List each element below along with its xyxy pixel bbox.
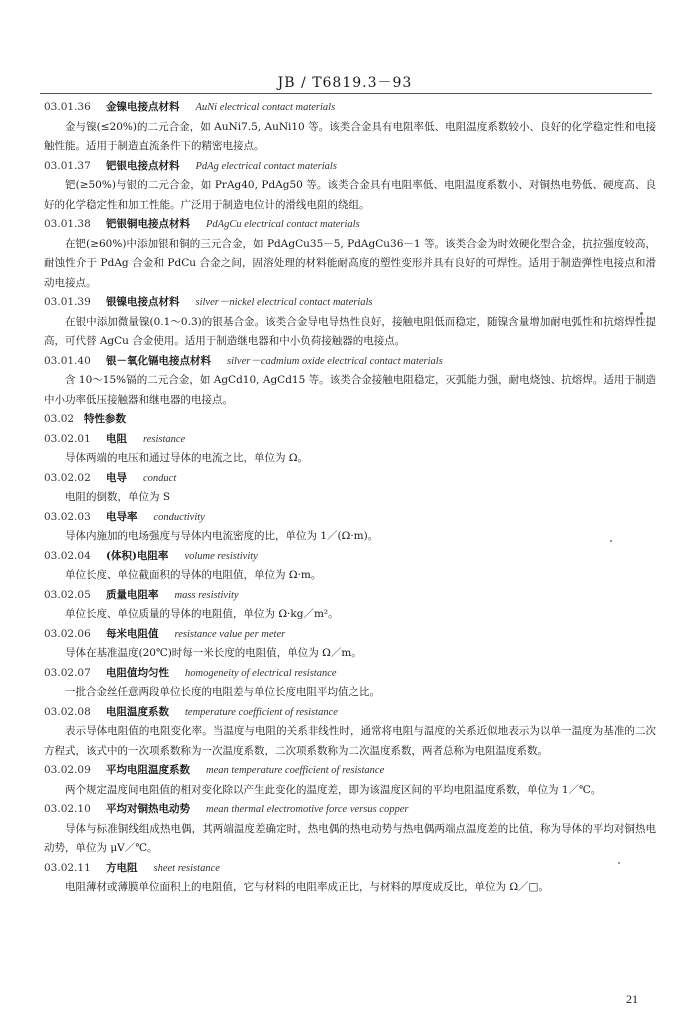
header-rule — [40, 93, 652, 94]
term-english: volume resistivity — [184, 550, 258, 562]
term-name: 银－氧化镉电接点材料 — [106, 354, 211, 367]
term-entry — [44, 293, 656, 352]
term-number: 03.01.40 — [44, 354, 91, 367]
term-english: temperature coefficient of resistance — [185, 706, 338, 718]
term-definition: 钯(≥50%)与银的二元合金，如 PrAg40, PdAg50 等。该类合金具有电阻率低、电阻温度系数小、对铜热电势低、硬度高、良好的化学稳定性和加工性能。广泛用于制造电位计的滑线电阻的绕组。 — [44, 179, 656, 211]
term-entry — [44, 430, 656, 469]
term-definition: 导体在基准温度(20℃)时每一米长度的电阻值，单位为 Ω／m。 — [65, 647, 362, 659]
term-number: 03.01.39 — [44, 296, 91, 308]
term-number: 03.02.11 — [44, 861, 91, 874]
term-english: sheet resistance — [153, 862, 220, 874]
term-number: 03.01.38 — [44, 218, 91, 230]
section-title: 特性参数 — [84, 413, 126, 425]
term-entry — [44, 469, 656, 508]
term-entry — [44, 547, 656, 586]
term-definition: 在银中添加微量镍(0.1～0.3)的银基合金。该类合金导电导热性良好，接触电阻低而稳定，随镍含量增加耐电弧性和抗熔焊性提高，可代替 AgCu 合金使用。适用于制造继电器和中小负荷接触器的电接点。 — [44, 315, 656, 347]
term-name: (体积)电阻率 — [106, 549, 169, 562]
term-name: 钯银铜电接点材料 — [106, 218, 190, 230]
term-english: silver－cadmium oxide electrical contact materials — [227, 355, 443, 367]
term-name: 钯银电接点材料 — [106, 159, 180, 172]
section-number: 03.02 — [44, 413, 75, 425]
term-name: 电阻值均匀性 — [106, 666, 169, 679]
term-number: 03.02.01 — [44, 432, 91, 445]
term-entry — [44, 157, 656, 216]
term-name: 电阻 — [106, 432, 127, 445]
scan-speck — [640, 312, 643, 315]
page-number: 21 — [626, 992, 638, 1006]
term-english: PdAg electrical contact materials — [195, 160, 337, 172]
term-entry — [44, 352, 656, 411]
term-english: silver－nickel electrical contact materials — [195, 297, 373, 308]
term-entry — [44, 586, 656, 625]
term-definition: 金与镍(≤20%)的二元合金，如 AuNi7.5, AuNi10 等。该类合金具有电阻率低、电阻温度系数较小、良好的化学稳定性和电接触性能。适用于制造直流条件下的精密电接点。 — [44, 120, 656, 152]
term-name: 方电阻 — [106, 861, 138, 874]
document-body — [44, 98, 656, 898]
term-number: 03.01.37 — [44, 159, 91, 172]
term-definition: 表示导体电阻值的电阻变化率。当温度与电阻的关系非线性时，通常将电阻与温度的关系近似地表示为以单一温度为基准的二次方程式，该式中的一次项系数称为一次温度系数，二次项系数称为二次温度系数，两者总称为电阻温度系数。 — [44, 725, 656, 757]
term-name: 质量电阻率 — [106, 588, 159, 601]
term-number: 03.01.36 — [44, 101, 91, 113]
term-entry — [44, 625, 656, 664]
scan-speck — [618, 862, 620, 864]
term-english: mass resistivity — [174, 589, 239, 601]
section-heading — [44, 410, 656, 430]
term-definition: 一批合金丝任意两段单位长度的电阻差与单位长度电阻平均值之比。 — [65, 686, 380, 698]
term-definition: 单位长度、单位质量的导体的电阻值，单位为 Ω·kg／m²。 — [65, 608, 339, 620]
term-entry — [44, 215, 656, 293]
standard-header: JB / T6819.3－93 — [277, 75, 413, 91]
term-number: 03.02.08 — [44, 705, 91, 718]
term-name: 每米电阻值 — [106, 627, 159, 640]
term-name: 平均电阻温度系数 — [106, 764, 190, 776]
term-entry — [44, 508, 656, 547]
term-english: conduct — [143, 472, 177, 484]
term-name: 平均对铜热电动势 — [106, 803, 190, 815]
term-definition: 导体与标准铜线组成热电偶，其两端温度差确定时，热电偶的热电动势与热电偶两端点温度差的比值，称为导体的平均对铜热电动势，单位为 μV／℃。 — [44, 822, 656, 854]
term-number: 03.02.06 — [44, 627, 91, 640]
term-definition: 导体两端的电压和通过导体的电流之比，单位为 Ω。 — [65, 452, 309, 464]
term-english: mean temperature coefficient of resistance — [206, 765, 385, 776]
term-entry — [44, 98, 656, 157]
term-name: 电导 — [106, 471, 127, 484]
term-english: homogeneity of electrical resistance — [185, 667, 337, 679]
term-entry — [44, 800, 656, 859]
term-definition: 电阻的倒数，单位为 S — [65, 491, 171, 503]
term-number: 03.02.04 — [44, 549, 91, 562]
term-entry — [44, 859, 656, 898]
term-entry — [44, 664, 656, 703]
term-name: 电导率 — [106, 510, 138, 523]
term-entry — [44, 761, 656, 800]
term-number: 03.02.07 — [44, 666, 91, 679]
term-english: conductivity — [153, 511, 205, 523]
term-definition: 在钯(≥60%)中添加银和铜的三元合金，如 PdAgCu35－5, PdAgCu36－1 等。该类合金为时效硬化型合金，抗拉强度较高，耐蚀性介于 PdAg 合金和 PdCu 合金之间，固溶处理的材料能耐高度的塑性变形并具有良好的可焊性。适用于制造弹性电接点和滑动电接点。 — [44, 237, 656, 289]
term-name: 金镍电接点材料 — [106, 101, 180, 113]
term-name: 银镍电接点材料 — [106, 296, 180, 308]
term-definition: 含 10～15%镉的二元合金，如 AgCd10, AgCd15 等。该类合金接触电阻稳定，灭弧能力强，耐电烧蚀、抗熔焊。适用于制造中小功率低压接触器和继电器的电接点。 — [44, 374, 656, 406]
term-english: PdAgCu electrical contact materials — [206, 219, 360, 230]
term-english: AuNi electrical contact materials — [195, 102, 336, 113]
term-number: 03.02.10 — [44, 803, 91, 815]
term-definition: 电阻薄材或薄膜单位面积上的电阻值，它与材料的电阻率成正比，与材料的厚度成反比，单位为 Ω／□。 — [65, 881, 549, 893]
term-english: mean thermal electromotive force versus copper — [206, 804, 409, 815]
term-name: 电阻温度系数 — [106, 705, 169, 718]
term-definition: 两个规定温度间电阻值的相对变化除以产生此变化的温度差，即为该温度区间的平均电阻温度系数，单位为 1／℃。 — [65, 783, 602, 796]
term-number: 03.02.02 — [44, 471, 91, 484]
term-definition: 单位长度、单位截面积的导体的电阻值，单位为 Ω·m。 — [65, 569, 322, 581]
term-number: 03.02.03 — [44, 510, 91, 523]
term-english: resistance value per meter — [174, 628, 286, 640]
term-number: 03.02.05 — [44, 588, 91, 601]
term-entry — [44, 703, 656, 762]
term-english: resistance — [143, 433, 186, 445]
term-definition: 导体内施加的电场强度与导体内电流密度的比，单位为 1／(Ω·m)。 — [65, 530, 379, 542]
term-number: 03.02.09 — [44, 764, 91, 776]
scan-speck — [610, 540, 612, 542]
